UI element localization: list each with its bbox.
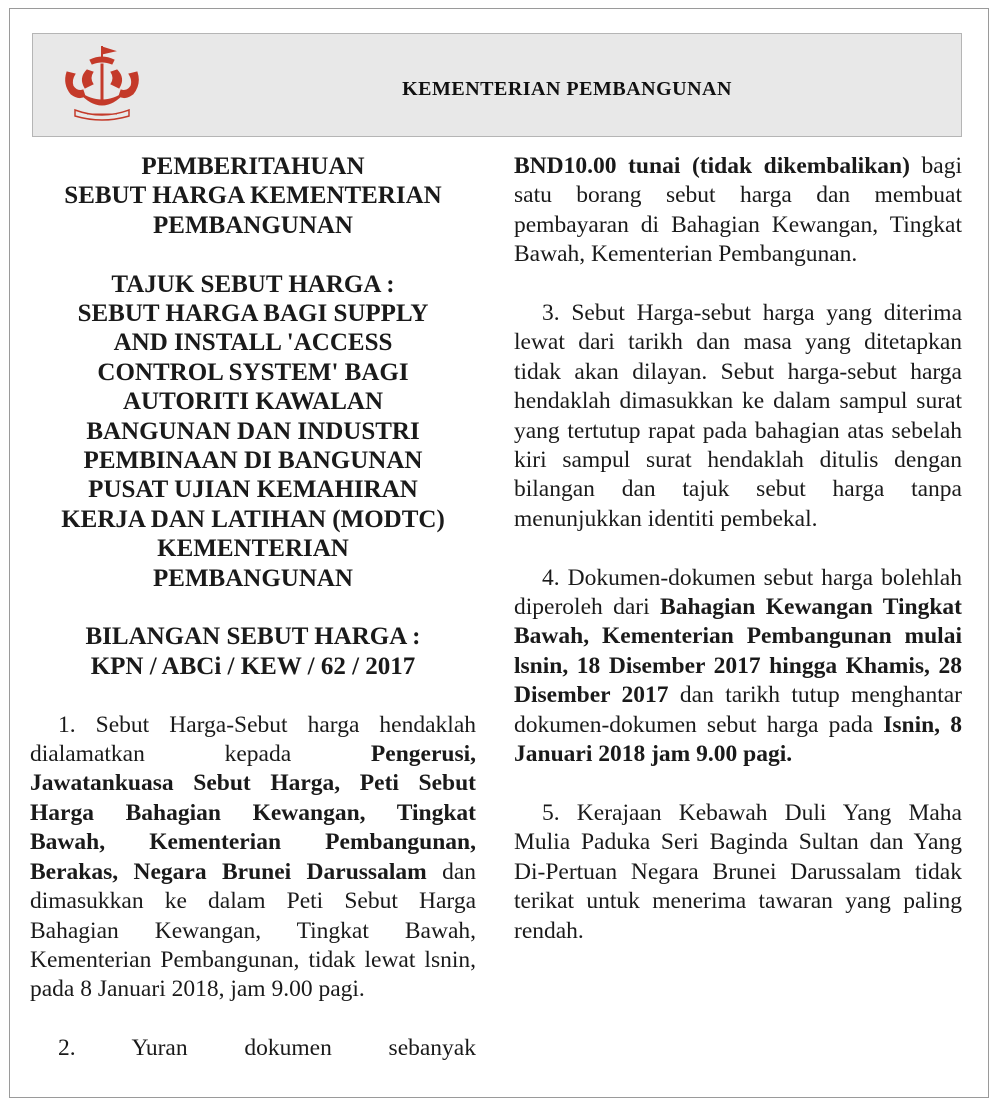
paragraph-1 — [30, 711, 476, 1005]
ministry-title: KEMENTERIAN PEMBANGUNAN — [402, 78, 732, 100]
tajuk-line: PEMBINAAN DI BANGUNAN — [83, 447, 423, 475]
paragraph-1-text: 1. Sebut Harga-Sebut harga hendaklah dialamatkan kepada — [30, 711, 476, 768]
tajuk-line: PUSAT UJIAN KEMAHIRAN — [88, 476, 418, 504]
paragraph-2-fee: BND10.00 tunai (tidak dikembalikan) — [514, 153, 910, 179]
right-column — [514, 152, 962, 946]
tajuk-line: SEBUT HARGA BAGI SUPPLY — [77, 300, 429, 328]
notice-title-line: PEMBANGUNAN — [153, 211, 353, 239]
tajuk-line: KERJA DAN LATIHAN (MODTC) — [61, 505, 445, 533]
notice-title-line: PEMBERITAHUAN — [141, 153, 365, 180]
left-column — [30, 152, 476, 1064]
tajuk-line: TAJUK SEBUT HARGA : — [111, 270, 395, 298]
paragraph-4-text-mid: dan tarikh tutup menghantar dokumen-dokumen sebut harga pada — [514, 682, 962, 738]
paragraph-2-start: 2. Yuran dokumen sebanyak — [58, 1035, 476, 1062]
tajuk-line: CONTROL SYSTEM' BAGI — [97, 358, 409, 386]
bilangan-label: BILANGAN SEBUT HARGA : — [85, 623, 421, 651]
tajuk-line: KEMENTERIAN — [157, 535, 349, 563]
tajuk-line: BANGUNAN DAN INDUSTRI — [86, 417, 420, 445]
paragraph-1-address: Pengerusi, Jawatankuasa Sebut Harga, Peti Sebut Harga Bahagian Kewangan, Tingkat Bawah, Kementerian Pembangunan, Berakas, Negara Brunei Darussalam — [30, 741, 476, 885]
paragraph-3: 3. Sebut Harga-sebut harga yang diterima lewat dari tarikh dan masa yang ditetapkan tidak akan dilayan. Sebut harga-sebut harga hendaklah dimasukkan ke dalam sampul surat yang tertutup rapat pada bahagian atas sebelah kiri sampul surat hendaklah ditulis dengan bilangan dan tajuk sebut harga tanpa menunjukkan identiti pembekal. — [514, 300, 962, 532]
paragraph-4-closing-date: Isnin, 8 Januari 2018 jam 9.00 pagi. — [514, 711, 962, 768]
paragraph-4-text: 4. Dokumen-dokumen sebut harga bolehlah diperoleh dari — [514, 564, 962, 621]
ministry-header — [32, 33, 962, 137]
paragraph-2-text: bagi satu borang sebut harga dan membuat pembayaran di Bahagian Kewangan, Tingkat Bawah, Kementerian Pembangunan. — [514, 153, 962, 268]
paragraph-1-text-end: dan dimasukkan ke dalam Peti Sebut Harga Bahagian Kewangan, Tingkat Bawah, Kementerian Pembangunan, tidak lewat lsnin, pada 8 Januari 2018, jam 9.00 pagi. — [30, 858, 477, 1003]
tajuk-line: AUTORITI KAWALAN — [122, 388, 383, 416]
notice-title-line: SEBUT HARGA KEMENTERIAN — [64, 182, 442, 210]
tajuk-line: AND INSTALL 'ACCESS — [113, 329, 393, 357]
paragraph-4-location-dates: Bahagian Kewangan Tingkat Bawah, Kementerian Pembangunan mulai lsnin, 18 Disember 2017 hingga Khamis, 28 Disember 2017 — [514, 594, 963, 709]
paragraph-2-continued — [514, 152, 962, 270]
bilangan-number: KPN / ABCi / KEW / 62 / 2017 — [90, 652, 416, 680]
paragraph-5: 5. Kerajaan Kebawah Duli Yang Maha Mulia Paduka Seri Baginda Sultan dan Yang Di-Pertuan Negara Brunei Darussalam tidak terikat untuk menerima tawaran yang paling rendah. — [514, 799, 962, 944]
brunei-crest-icon — [57, 44, 147, 124]
paragraph-4 — [514, 564, 962, 770]
tajuk-line: PEMBANGUNAN — [153, 564, 353, 592]
